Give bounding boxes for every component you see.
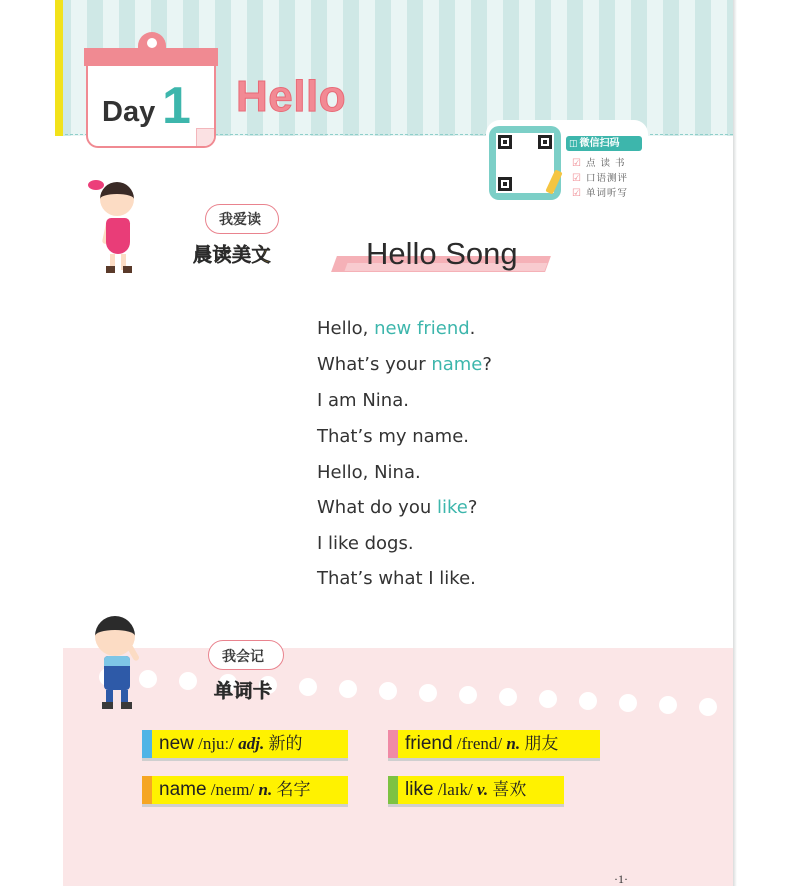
decorative-dot	[419, 684, 437, 702]
qr-finder-icon	[498, 177, 512, 191]
day-number: 1	[162, 77, 191, 135]
title-char: 单	[214, 680, 234, 702]
decorative-dot	[339, 680, 357, 698]
lyric-text: I am Nina.	[317, 390, 409, 411]
title-char: 晨	[193, 244, 213, 266]
words-section-title	[214, 676, 273, 703]
word-card-text	[405, 776, 526, 804]
word-card-shadow	[142, 758, 348, 761]
decorative-dot	[379, 682, 397, 700]
word-card-text	[405, 730, 558, 758]
lyric-text: That’s my name.	[317, 426, 469, 447]
word-card-shadow	[142, 804, 348, 807]
word-card-tab	[142, 776, 152, 804]
title-char: 美	[232, 244, 252, 266]
word-meaning: 名字	[276, 780, 311, 799]
wechat-icon: ◫	[569, 139, 578, 149]
decorative-dot	[619, 694, 637, 712]
girl-shoes	[106, 266, 132, 273]
checkbox-icon: ☑	[572, 158, 582, 169]
word-phonetic: /laɪk/	[437, 780, 473, 799]
lyric-line	[317, 533, 414, 554]
checkbox-icon: ☑	[572, 173, 582, 184]
decorative-dot	[299, 678, 317, 696]
lyric-line	[317, 354, 492, 375]
reading-bubble-text: 我爱读	[219, 212, 261, 228]
title-char: 文	[251, 244, 272, 266]
boy-shirt	[104, 656, 130, 666]
page-number: ·1·	[614, 872, 628, 886]
girl-dress	[106, 218, 130, 254]
lyric-line	[317, 390, 409, 411]
decorative-dot	[659, 696, 677, 714]
lyric-text: What do you	[317, 497, 437, 518]
word-card-shadow	[388, 804, 564, 807]
qr-feature-label: 口语测评	[585, 173, 628, 184]
word-card-friend[interactable]	[388, 730, 600, 758]
word-card-tab	[142, 730, 152, 758]
decorative-dot	[499, 688, 517, 706]
title-char: 卡	[253, 680, 273, 702]
word-english: new	[159, 733, 194, 754]
qr-feature-item	[572, 185, 628, 199]
word-card-tab	[388, 730, 398, 758]
lyric-text: That’s what I like.	[317, 568, 476, 589]
wechat-scan-badge	[566, 136, 642, 151]
lyric-line	[317, 568, 476, 589]
lyric-line	[317, 462, 421, 483]
lyric-line	[317, 497, 477, 518]
song-title: Hello Song	[366, 236, 518, 271]
word-phonetic: /neɪm/	[210, 780, 255, 799]
word-meaning: 喜欢	[492, 780, 527, 799]
word-part-of-speech: adj.	[238, 734, 265, 753]
binder-ring-hole	[147, 38, 157, 48]
lyric-text: What’s your	[317, 354, 432, 375]
lyric-line	[317, 318, 475, 339]
lyric-line	[317, 426, 469, 447]
boy-shoes	[102, 702, 132, 709]
qr-feature-label: 点 读 书	[585, 158, 626, 169]
qr-feature-item	[572, 170, 628, 184]
decorative-dot	[539, 690, 557, 708]
word-card-shadow	[388, 758, 600, 761]
lyric-text: Hello,	[317, 318, 375, 339]
qr-finder-icon	[538, 135, 552, 149]
girl-head	[100, 182, 134, 216]
word-part-of-speech: n.	[258, 780, 273, 799]
wechat-scan-label: 微信扫码	[579, 138, 620, 149]
vocabulary-background	[63, 648, 733, 886]
lyric-text: ?	[467, 497, 478, 518]
lyric-highlight: like	[436, 497, 468, 518]
lyric-text: I like dogs.	[317, 533, 414, 554]
page-title: Hello	[236, 72, 347, 121]
decorative-dot	[139, 670, 157, 688]
title-char: 词	[233, 680, 254, 702]
lyric-highlight: name	[431, 354, 483, 375]
qr-feature-item	[572, 155, 626, 169]
word-english: name	[159, 779, 207, 800]
lyric-highlight: new friend	[374, 318, 470, 339]
word-meaning: 朋友	[524, 734, 559, 753]
decorative-dot	[579, 692, 597, 710]
word-card-text	[159, 776, 310, 804]
girl-bow-icon	[88, 180, 104, 190]
word-part-of-speech: v.	[476, 780, 489, 799]
page-shadow	[733, 0, 737, 886]
title-char: 读	[212, 244, 233, 266]
checkbox-icon: ☑	[572, 188, 582, 199]
word-part-of-speech: n.	[506, 734, 521, 753]
page-edge-strip	[55, 0, 63, 136]
day-label: Day	[102, 96, 156, 128]
word-card-text	[159, 730, 303, 758]
lyric-text: .	[469, 318, 476, 339]
word-card-tab	[388, 776, 398, 804]
word-card-name[interactable]	[142, 776, 348, 804]
lyric-text: ?	[482, 354, 492, 375]
word-card-new[interactable]	[142, 730, 348, 758]
qr-finder-icon	[498, 135, 512, 149]
word-meaning: 新的	[268, 734, 303, 753]
word-english: like	[405, 779, 434, 800]
word-card-like[interactable]	[388, 776, 564, 804]
decorative-dot	[699, 698, 717, 716]
words-bubble-text: 我会记	[222, 649, 264, 665]
reading-section-title	[193, 240, 271, 267]
lyric-text: Hello, Nina.	[317, 462, 421, 483]
qr-feature-label: 单词听写	[585, 188, 628, 199]
word-phonetic: /njuː/	[198, 734, 235, 753]
word-english: friend	[405, 733, 453, 754]
word-phonetic: /frend/	[456, 734, 503, 753]
decorative-dot	[459, 686, 477, 704]
decorative-dot	[179, 672, 197, 690]
